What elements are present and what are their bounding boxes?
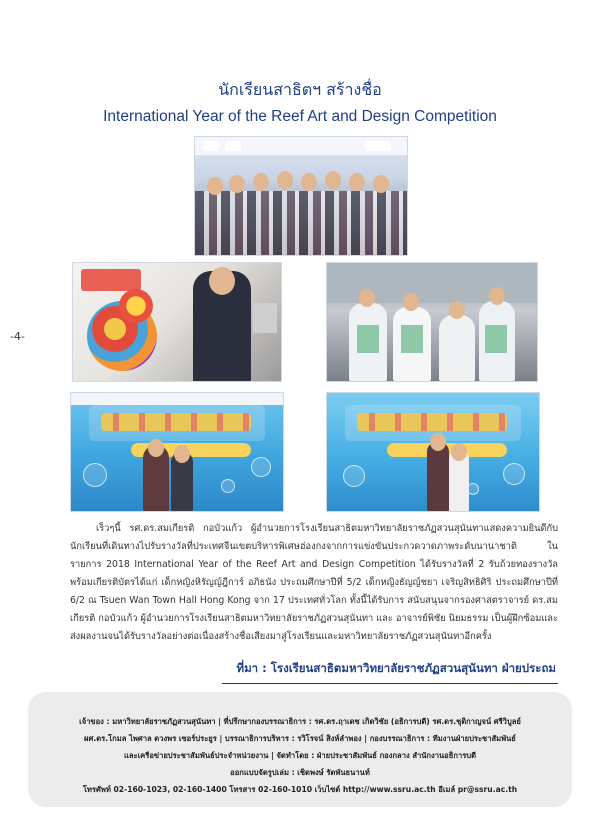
students-certificates-photo bbox=[326, 262, 538, 382]
footer-panel bbox=[28, 692, 572, 807]
page-number: -4- bbox=[10, 330, 25, 343]
article-title-th: นักเรียนสาธิตฯ สร้างชื่อ bbox=[218, 80, 382, 99]
article-title-en: International Year of the Reef Art and Design Competition bbox=[103, 108, 497, 125]
footer-line-design: ออกแบบจัดรูปเล่ม : เชิดพงษ์ รัตพันธนานท์ bbox=[230, 768, 370, 777]
footer-line-network: และเครือข่ายประชาสัมพันธ์ประจำหน่วยงาน | จัดทำโดย : ฝ่ายประชาสัมพันธ์ กองกลาง สำนักงานอธิการบดี bbox=[123, 751, 477, 760]
award-stage-photo-1 bbox=[70, 392, 284, 512]
footer-line-editors: ผศ.ดร.โกมล ไพศาล ดวงพร เซอร์ประยูร | บรรณาธิการบริหาร : รวิโรจน์ สิงห์ลำพอง | กองบรรณาธิการ : ทีมงานฝ่ายประชาสัมพันธ์ bbox=[84, 734, 516, 743]
group-photo bbox=[194, 136, 408, 256]
source-credit: ที่มา : โรงเรียนสาธิตมหาวิทยาลัยราชภัฏสวนสุนันทา ฝ่ายประถม bbox=[236, 661, 556, 675]
footer-line-contact: โทรศัพท์ 02-160-1023, 02-160-1400 โทรสาร 02-160-1010 เว็บไซต์ http://www.ssru.ac.th อีเมล์ pr@ssru.ac.th bbox=[82, 785, 518, 794]
award-stage-photo-2 bbox=[326, 392, 540, 512]
footer-line-owner: เจ้าของ : มหาวิทยาลัยราชภัฏสวนสุนันทา | ที่ปรึกษากองบรรณาธิการ : รศ.ดร.ฤาเดช เกิดวิชัย (อธิการบดี) รศ.ดร.ชุติกาญจน์ ศรีวิบูลย์ bbox=[79, 717, 521, 726]
article-body bbox=[70, 520, 558, 646]
source-divider bbox=[222, 683, 558, 684]
reef-art-photo bbox=[72, 262, 282, 382]
article-body-paragraph: เร็วๆนี้ รศ.ดร.สมเกียรติ กอบัวแก้ว ผู้อำนวยการโรงเรียนสาธิตมหาวิทยาลัยราชภัฏสวนสุนันทาแสดงความยินดีกับนักเรียนที่เดินทางไปรับรางวัลที่ประเทศจีนเขตบริหารพิเศษฮ่องกงจากการแข่งขันประกวดวาดภาพระดับนานาชาติ ในรายการ 2018 International Year of the Reef Art and Design Competition ได้รับรางวัลที่ 2 รับถ้วยทองรางวัลพร้อมเกียรติบัตรได้แก่ เด็กหญิงหิรัญญ์ฎีการ์ อภิธนัง ประถมศึกษาปีที่ 5/2 เด็กหญิงธัญญ์ชยา เจริญสิทธิศิริ ประถมศึกษาปีที่ 6/2 ณ Tsuen Wan Town Hall Hong Kong จาก 17 ประเทศทั่วโลก ทั้งนี้ได้รับการ สนับสนุนจากรองศาสตราจารย์ ดร.สมเกียรติ กอบัวแก้ว ผู้อำนวยการโรงเรียนสาธิตมหาวิทยาลัยราชภัฏสวนสุนันทา และ อาจารย์พิชัย นิยมธรรม เป็นผู้ฝึกซ้อมและส่งผลงานจนได้รับรางวัลอย่างต่อเนื่องสร้างชื่อเสียงมาสู่โรงเรียนและมหาวิทยาลัยราชภัฏสวนสุนันทาอีกครั้ง bbox=[70, 523, 558, 642]
